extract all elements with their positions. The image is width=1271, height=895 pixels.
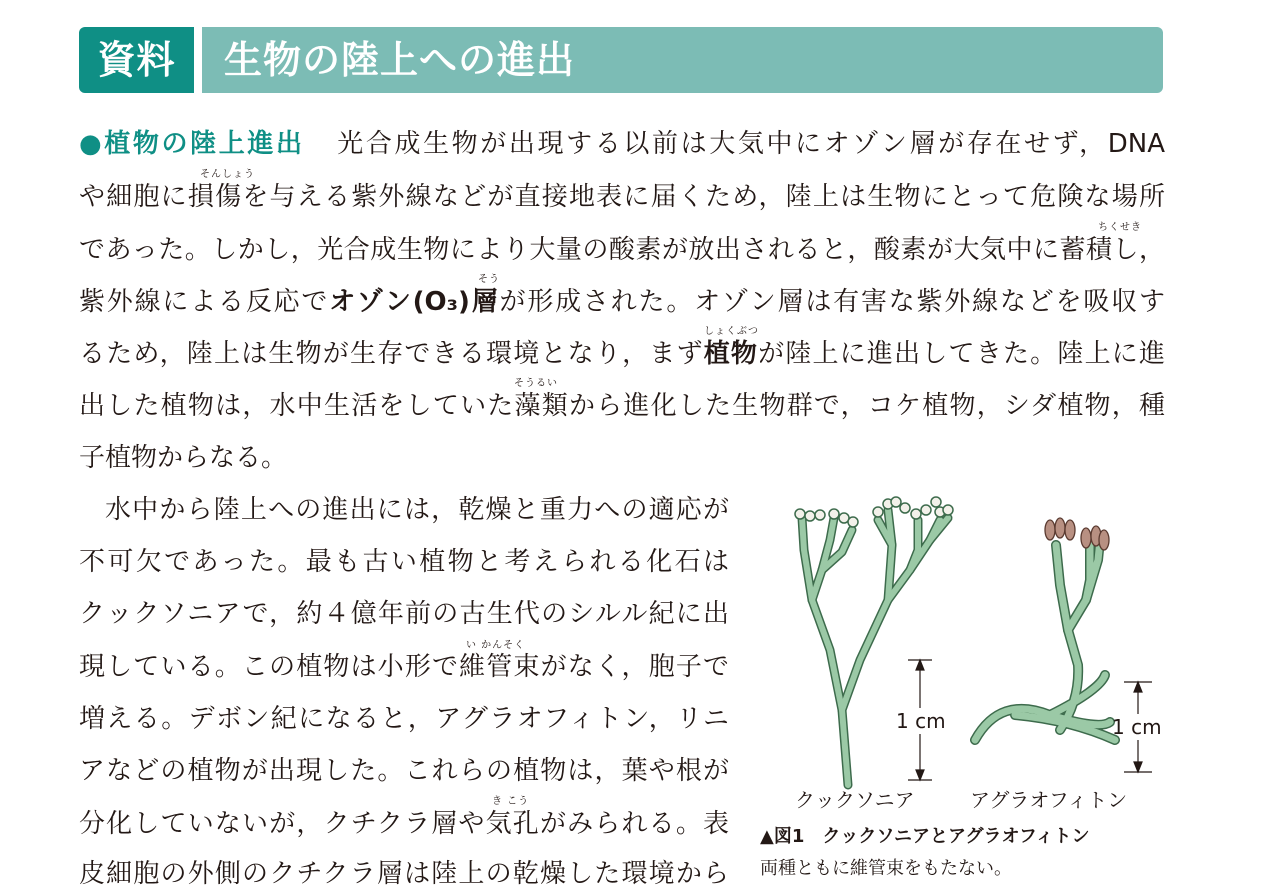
scale-label-1: 1 cm: [896, 709, 946, 733]
text-line: 分化していないが，クチクラ層や気孔がみられる。表: [79, 809, 729, 839]
title-bar: [79, 27, 1163, 93]
text-line: 皮細胞の外側のクチクラ層は陸上の乾燥した環境から: [79, 859, 729, 889]
text-line: [79, 284, 1165, 320]
text-span: が形成された。オゾン層は有害な紫外線などを吸収す: [499, 287, 1165, 317]
text-line: 出した植物は，水中生活をしていた藻類から進化した生物群で，コケ植物，シダ植物，種: [79, 391, 1165, 421]
text-line: 水中から陸上への進出には，乾燥と重力への適応が: [105, 495, 729, 525]
plant-name-cooksonia: クックソニア: [795, 788, 915, 812]
text-span: が陸上に進出してきた。陸上に進: [758, 339, 1165, 369]
text-span: るため，陸上は生物が生存できる環境となり，まず: [79, 339, 704, 369]
cooksonia-illustration: [795, 497, 953, 785]
page-title: 生物の陸上への進出: [202, 27, 1163, 93]
text-line: 現している。この植物は小形で維管束がなく，胞子で: [79, 652, 729, 682]
text-line: であった。しかし，光合成生物により大量の酸素が放出されると，酸素が大気中に蓄積し，: [79, 235, 1165, 265]
figure-caption-title: ▲図1 クックソニアとアグラオフィトン: [760, 826, 1090, 847]
text-line: [79, 336, 1165, 372]
text-span: 紫外線による反応で: [79, 287, 330, 317]
text-line: 子植物からなる。: [79, 443, 288, 473]
text-line: [79, 126, 1165, 162]
text-line: 増える。デボン紀になると，アグラオフィトン，リニ: [79, 704, 729, 734]
ruby-chikuseki: ちくせき: [1098, 222, 1142, 233]
section-heading: ●植物の陸上進出: [79, 129, 305, 159]
text-line: クックソニアで，約４億年前の古生代のシルル紀に出: [79, 599, 729, 629]
bold-term-ozone: オゾン(O₃)層: [329, 287, 500, 317]
ruby-sonshou: そんしょう: [200, 169, 255, 180]
aglaophyton-illustration: [975, 518, 1115, 740]
ruby-sourui: そうるい: [514, 378, 558, 389]
text-line: 不可欠であった。最も古い植物と考えられる化石は: [79, 547, 729, 577]
text-line: アなどの植物が出現した。これらの植物は，葉や根が: [79, 756, 729, 786]
text-line: や細胞に損傷を与える紫外線などが直接地表に届くため，陸上は生物にとって危険な場所: [79, 182, 1165, 212]
ruby-ikansoku: い かんそく: [466, 640, 526, 651]
ruby-kikou: き こう: [492, 796, 530, 807]
ruby-sou: そう: [478, 274, 500, 285]
section-label: 資料: [79, 27, 194, 93]
text-span: 光合成生物が出現する以前は大気中にオゾン層が存在せず，DNA: [334, 129, 1165, 159]
plant-illustration: [760, 490, 1180, 790]
figure-caption-note: 両種ともに維管束をもたない。: [760, 858, 1012, 879]
scale-label-2: 1 cm: [1112, 715, 1162, 739]
ruby-shokubutsu: しょくぶつ: [704, 326, 759, 337]
bold-term-plants: 植物: [703, 339, 759, 369]
plant-name-aglaophyton: アグラオフィトン: [970, 788, 1128, 812]
